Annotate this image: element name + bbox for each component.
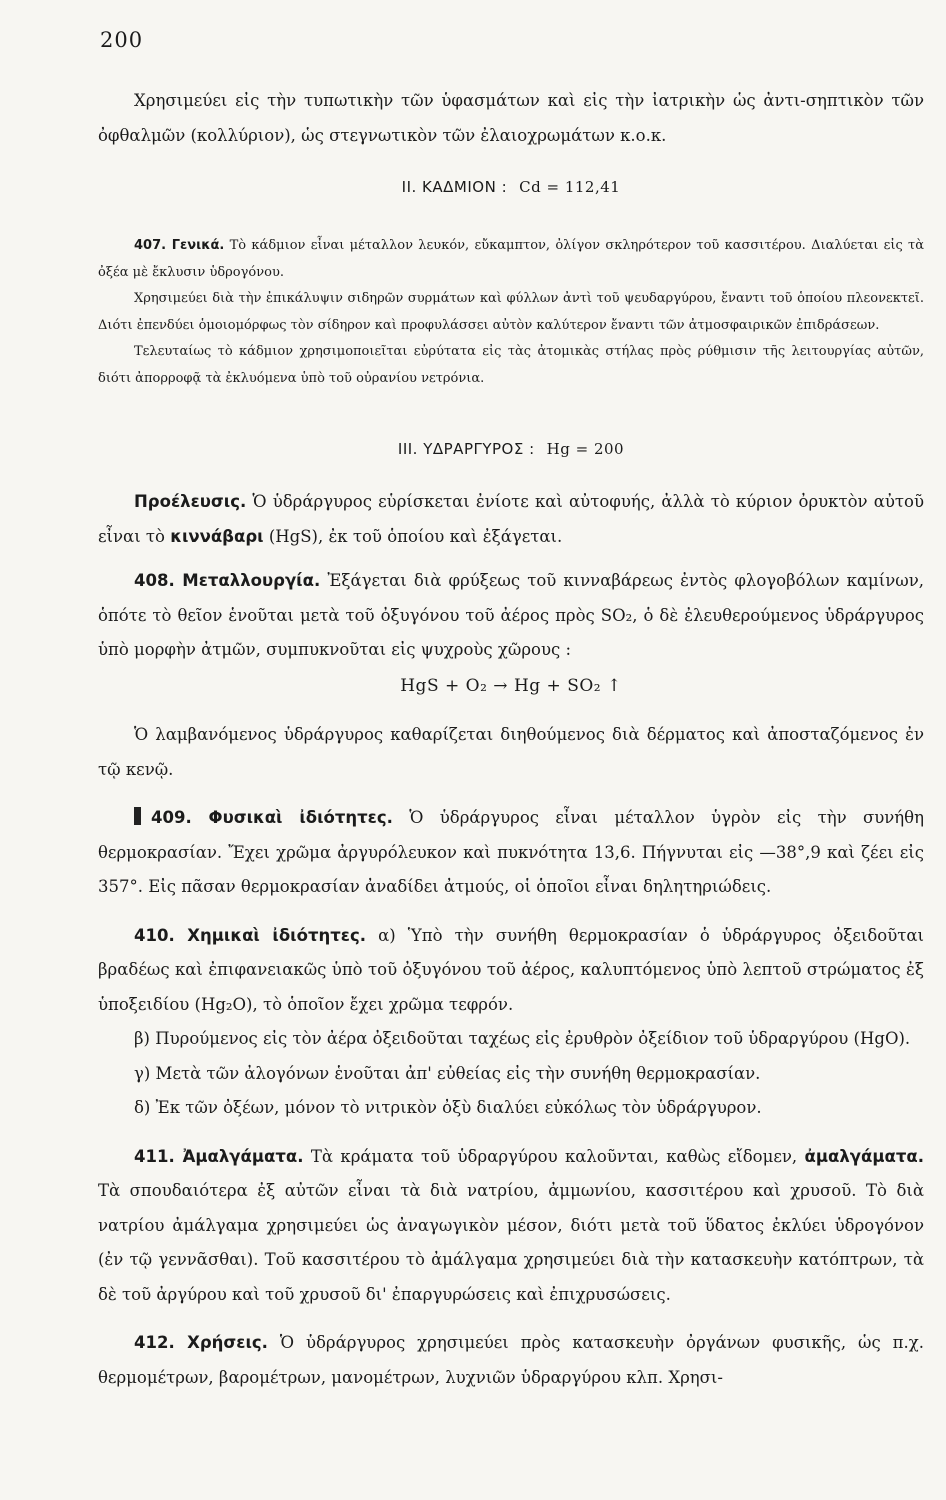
section-title-409: 409. Φυσικαὶ ἰδιότητες.	[151, 808, 393, 827]
paragraph-cadmium-uses: Χρησιμεύει διὰ τὴν ἐπικάλυψιν σιδηρῶν συρμάτων καὶ φύλλων ἀντὶ τοῦ ψευδαργύρου, ἔναντι τοῦ ὁποίου πλεονεκτεῖ. Διότι ἐπενδύει ὁμοιομόρφως τὸν σίδηρον καὶ προφυλάσσει αὐτὸν καλύτερον ἔναντι τῶν ἀτμοσφαιρικῶν ἐπιδράσεων.	[98, 291, 924, 333]
section-title-408: 408. Μεταλλουργία.	[134, 571, 321, 590]
section-title-411: 411. Ἀμαλγάματα.	[134, 1146, 304, 1166]
mercury-text-b	[98, 718, 924, 1395]
paragraph-408-text: Ἐξάγεται διὰ φρύξεως τοῦ κινναβάρεως ἐντὸς φλογοβόλων καμίνων, ὁπότε τὸ θεῖον ἑνοῦται μετὰ τοῦ ὀξυγόνου τοῦ ἀέρος πρὸς SO₂, ὁ δὲ ἐλευθερούμενος ὑδράργυρος ὑπὸ μορφὴν ἀτμῶν, συμπυκνοῦται εἰς ψυχροὺς χῶρους :	[98, 571, 924, 659]
heading-text: II. ΚΑΔΜΙΟΝ :	[401, 178, 508, 196]
paragraph-409	[98, 801, 924, 905]
paragraph-410-d: δ) Ἐκ τῶν ὀξέων, μόνον τὸ νιτρικὸν ὀξὺ διαλύει εὐκόλως τὸν ὑδράργυρον.	[134, 1098, 762, 1117]
section-title-410: 410. Χημικαὶ ἰδιότητες.	[134, 925, 366, 945]
paragraph-407-text: Τὸ κάδμιον εἶναι μέταλλον λευκόν, εὔκαμπτον, ὀλίγον σκληρότερον τοῦ κασσιτέρου. Διαλύεται εἰς τὰ ὀξέα μὲ ἔκλυσιν ὑδρογόνου.	[98, 238, 925, 280]
page-number: 200	[100, 28, 144, 52]
origin-text-b: (HgS), ἐκ τοῦ ὁποίου καὶ ἐξάγεται.	[268, 526, 563, 546]
section-title-origin: Προέλευσις.	[134, 492, 247, 511]
paragraph-408-after: Ὁ λαμβανόμενος ὑδράργυρος καθαρίζεται διηθούμενος διὰ δέρματος καὶ ἀποσταζόμενος ἐν τῷ κενῷ.	[98, 725, 924, 779]
intro-paragraph: Χρησιμεύει εἰς τὴν τυπωτικὴν τῶν ὑφασμάτων καὶ εἰς τὴν ἰατρικὴν ὡς ἀντι-σηπτικὸν τῶν ὀφθαλμῶν (κολλύριον), ὡς στεγνωτικὸν τῶν ἐλαιοχρωμάτων κ.ο.κ.	[98, 91, 924, 145]
element-symbol: Cd = 112,41	[519, 178, 621, 196]
paragraph-410-a: α) Ὑπὸ τὴν συνήθη θερμοκρασίαν ὁ ὑδράργυρος ὀξειδοῦται βραδέως καὶ ἐπιφανειακῶς ὑπὸ τοῦ ὀξυγόνου τοῦ ἀέρος, καλυπτόμενος ὑπὸ λεπτοῦ στρώματος ἐξ ὑποξειδίου (Hg₂O), τὸ ὁποῖον ἔχει χρῶμα τεφρόν.	[98, 925, 924, 1014]
section-heading-cadmium	[98, 178, 924, 196]
section-title-407: 407. Γενικά.	[134, 238, 225, 253]
paragraph-412-text: Ὁ ὑδράργυρος χρησιμεύει πρὸς κατασκευὴν ὀργάνων φυσικῆς, ὡς π.χ. θερμομέτρων, βαρομέτρων, μανομέτρων, λυχνιῶν ὑδραργύρου κλπ. Χρησι-	[98, 1333, 924, 1387]
paragraph-origin	[98, 485, 924, 554]
paragraph-411-text-a: Τὰ κράματα τοῦ ὑδραργύρου καλοῦνται, καθὼς εἴδομεν,	[310, 1146, 798, 1166]
paragraph-410-b: β) Πυρούμενος εἰς τὸν ἀέρα ὀξειδοῦται ταχέως εἰς ἐρυθρὸν ὀξείδιον τοῦ ὑδραργύρου (HgO).	[134, 1029, 911, 1048]
paragraph-cadmium-atomic: Τελευταίως τὸ κάδμιον χρησιμοποιεῖται εὐρύτατα εἰς τὰς ἀτομικὰς στήλας πρὸς ρύθμισιν τῆς λειτουργίας αὐτῶν, διότι ἀπορροφᾷ τὰ ἐκλυόμενα ὑπὸ τοῦ οὐρανίου νετρόνια.	[98, 344, 924, 386]
paragraph-411-text-b: Τὰ σπουδαιότερα ἐξ αὐτῶν εἶναι τὰ διὰ νατρίου, ἀμμωνίου, κασσιτέρου καὶ χρυσοῦ. Τὸ διὰ νατρίου ἀμάλγαμα χρησιμεύει ὡς ἀναγωγικὸν μέσον, διότι μετὰ τοῦ ὕδατος ἐκλύει ὑδρογόνον (ἐν τῷ γεννᾶσθαι). Τοῦ κασσιτέρου τὸ ἀμάλγαμα χρησιμεύει διὰ τὴν κατασκευὴν κατόπτρων, τὰ δὲ τοῦ ἀργύρου καὶ τοῦ χρυσοῦ δι' ἐπαργυρώσεις καὶ ἐπιχρυσώσεις.	[98, 1181, 924, 1304]
paragraph-411	[98, 1140, 924, 1313]
paragraph-409-text: Ὁ ὑδράργυρος εἶναι μέταλλον ὑγρὸν εἰς τὴν συνήθη θερμοκρασίαν. Ἔχει χρῶμα ἀργυρόλευκον καὶ πυκνότητα 13,6. Πήγνυται εἰς —38°,9 καὶ ζέει εἰς 357°. Εἰς πᾶσαν θερμοκρασίαν ἀναδίδει ἀτμούς, οἱ ὁποῖοι εἶναι δηλητηριώδεις.	[98, 808, 924, 896]
paragraph-408	[98, 564, 924, 668]
term-cinnabar: κιννάβαρι	[170, 526, 264, 546]
cadmium-text	[98, 233, 924, 392]
paragraph-412	[98, 1326, 924, 1395]
term-amalgams: ἀμαλγάματα.	[804, 1146, 924, 1166]
element-symbol: Hg = 200	[546, 440, 625, 458]
paragraph-410	[98, 919, 924, 1023]
section-title-412: 412. Χρήσεις.	[134, 1333, 268, 1352]
section-heading-mercury	[98, 440, 924, 458]
mercury-text-a	[98, 485, 924, 668]
margin-mark	[134, 807, 141, 825]
heading-text: III. ΥΔΡΑΡΓΥΡΟΣ :	[397, 440, 535, 458]
origin-text-a: Ὁ ὑδράργυρος εὑρίσκεται ἐνίοτε καὶ αὐτοφυής, ἀλλὰ τὸ κύριον ὀρυκτὸν αὐτοῦ εἶναι τὸ	[98, 492, 924, 546]
paragraph-410-c: γ) Μετὰ τῶν ἀλογόνων ἑνοῦται ἀπ' εὐθείας εἰς τὴν συνήθη θερμοκρασίαν.	[134, 1063, 761, 1083]
paragraph-407	[98, 233, 924, 286]
chemical-equation: HgS + O₂ → Hg + SO₂ ↑	[400, 676, 622, 696]
